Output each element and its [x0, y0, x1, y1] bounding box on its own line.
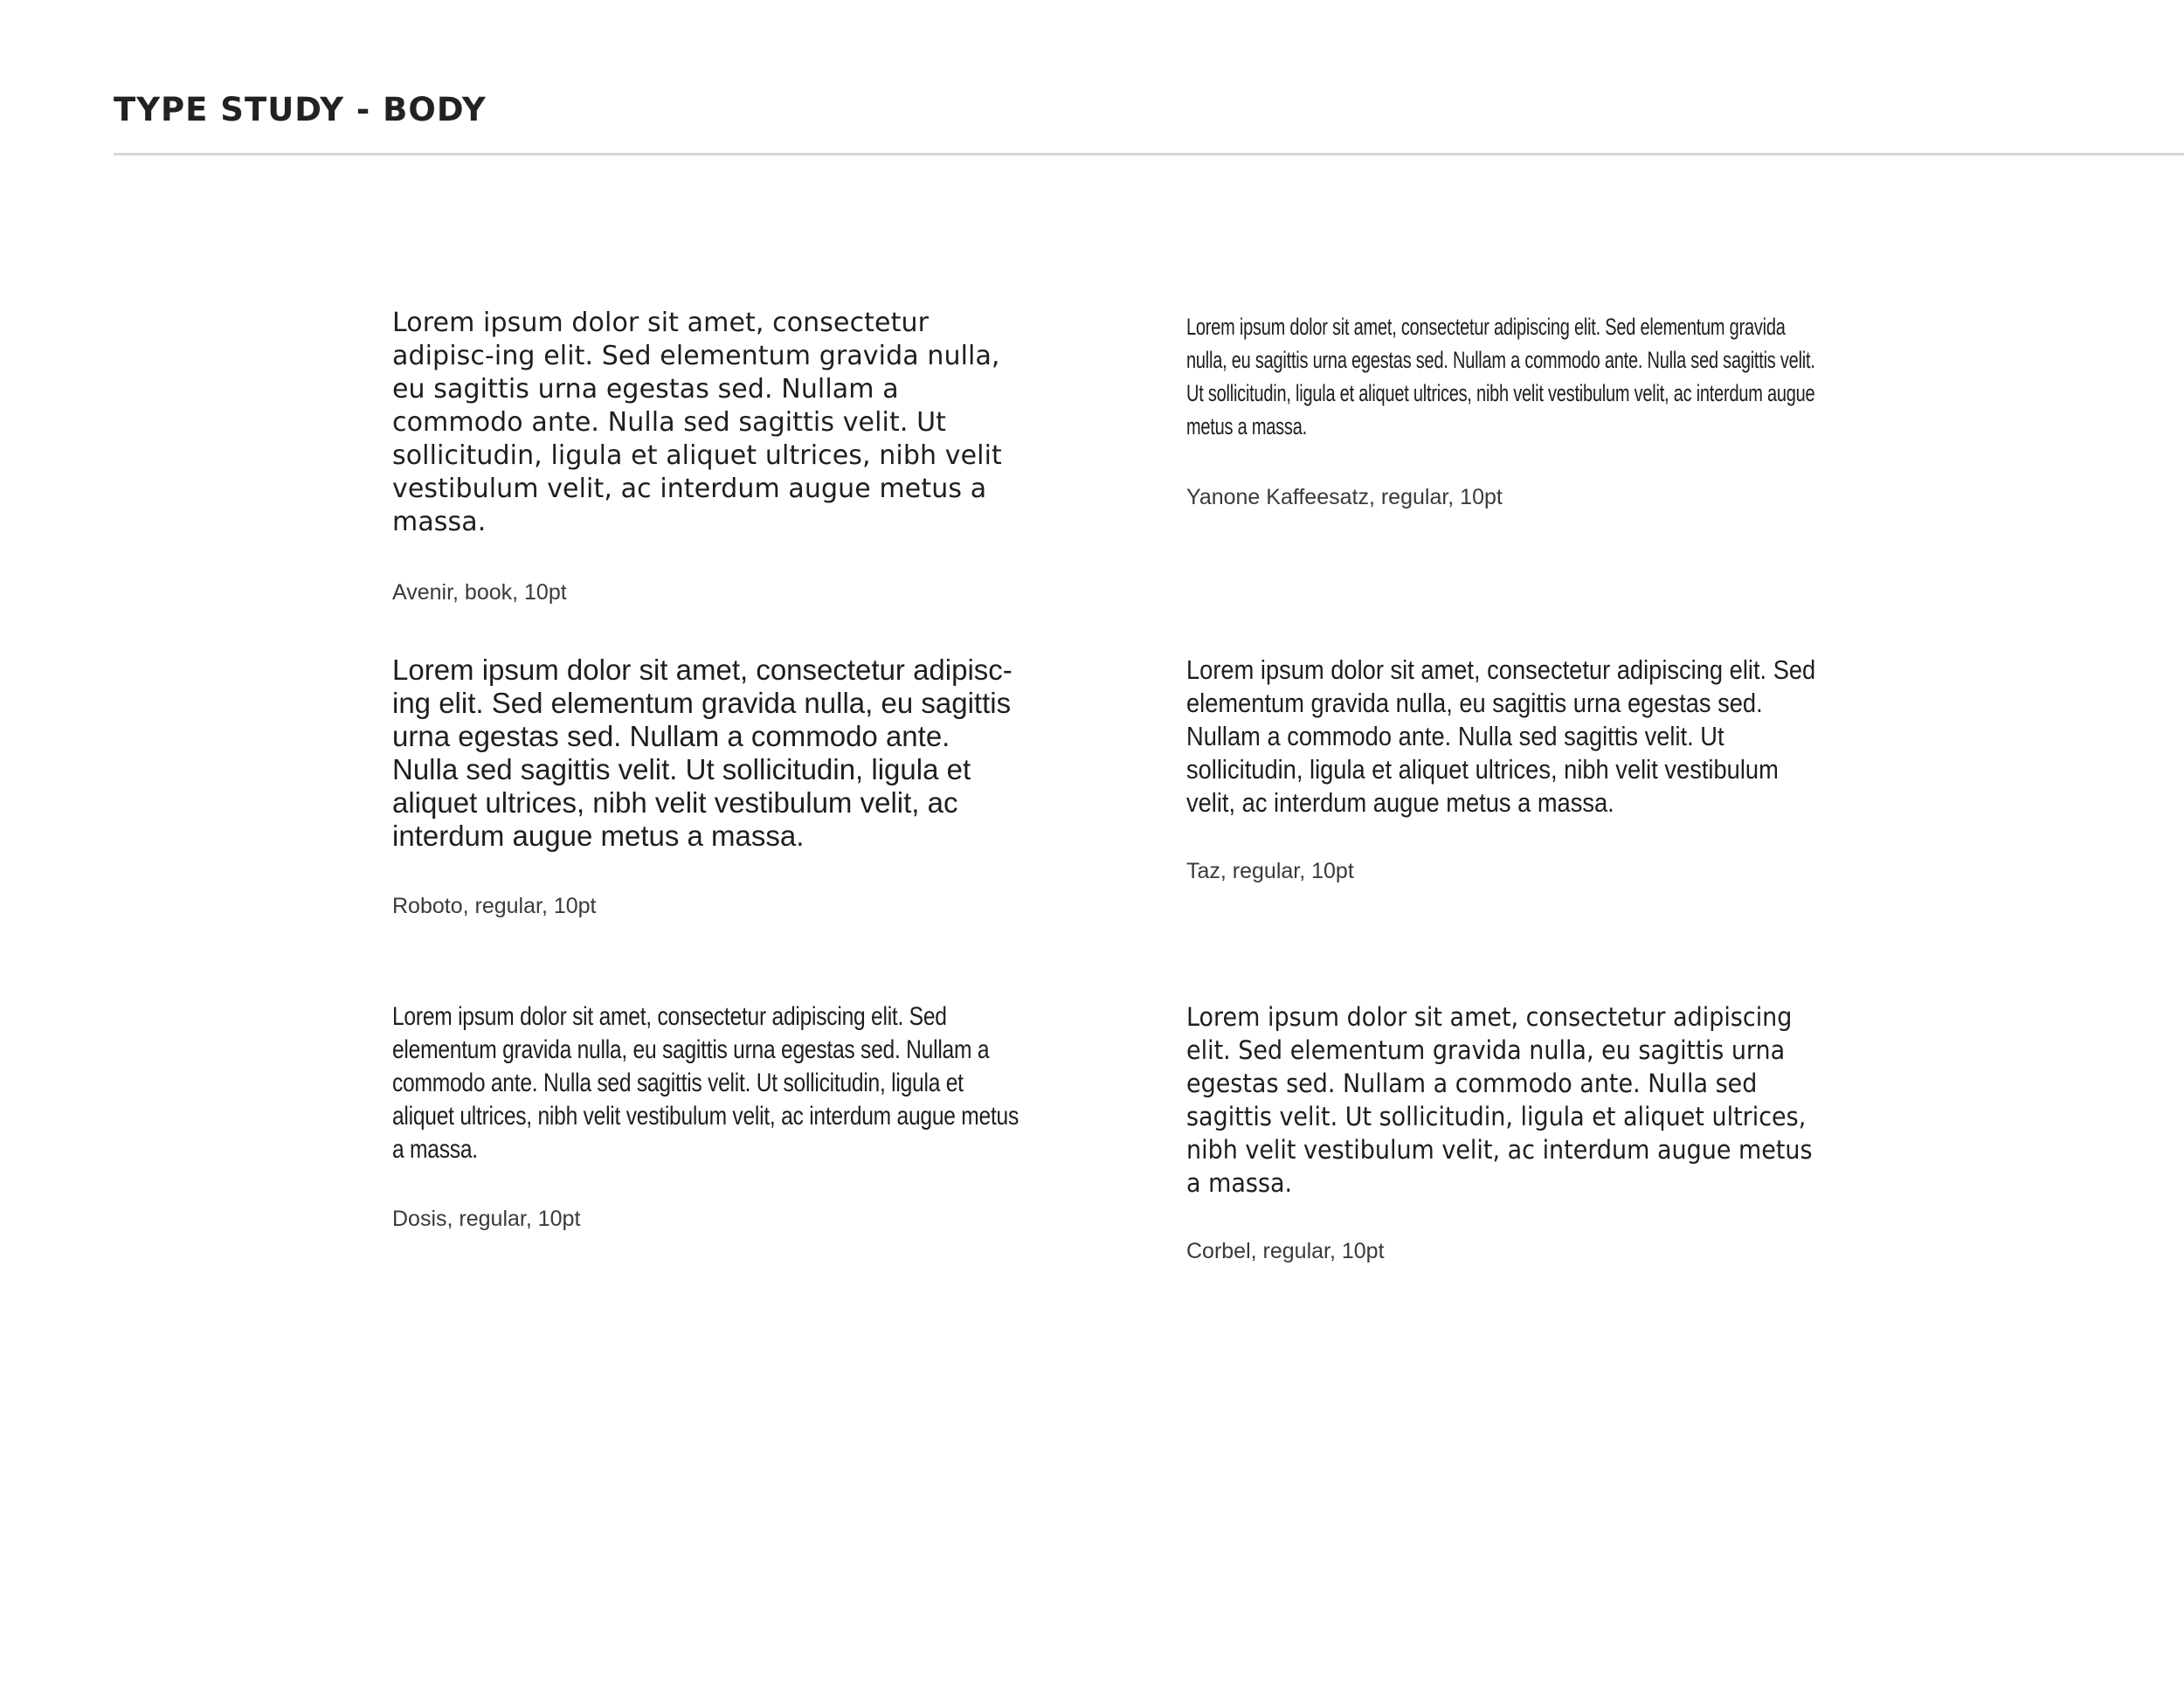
sample-caption: Roboto, regular, 10pt — [392, 894, 597, 918]
type-sample-corbel — [1186, 1000, 1824, 1264]
type-sample-yanone-kaffeesatz — [1186, 310, 1824, 510]
type-sample-avenir — [392, 307, 1021, 605]
type-sample-taz — [1186, 654, 1824, 884]
sample-caption: Taz, regular, 10pt — [1186, 859, 1354, 883]
sample-body-text: Lorem ipsum dolor sit amet, consectetur adipisc-ing elit. Sed elementum gravida nulla, eu sagittis urna egestas sed. Nullam a commodo ante. Nulla sed sagittis velit. Ut sollicitudin, ligula et aliquet ultrices, nibh velit vestibulum velit, ac interdum augue metus a massa. — [392, 308, 1002, 537]
sample-caption: Dosis, regular, 10pt — [392, 1207, 581, 1231]
title-divider — [114, 153, 2184, 156]
page-title: TYPE STUDY - BODY — [114, 91, 487, 128]
sample-caption: Avenir, book, 10pt — [392, 580, 567, 605]
type-sample-roboto — [392, 654, 1021, 919]
sample-caption: Yanone Kaffeesatz, regular, 10pt — [1186, 485, 1503, 509]
sample-body-text: Lorem ipsum dolor sit amet, consectetur adipiscing elit. Sed elementum gravida nulla, eu sagittis urna egestas sed. Nullam a commodo ante. Nulla sed sagittis velit. Ut sollicitudin, ligula et aliquet ultrices, nibh velit vestibulum velit, ac interdum augue metus a massa. — [392, 1002, 1019, 1164]
sample-caption: Corbel, regular, 10pt — [1186, 1239, 1385, 1263]
sample-body-text: Lorem ipsum dolor sit amet, consectetur adipisc-ing elit. Sed elementum gravida nulla, eu sagittis urna egestas sed. Nullam a commodo ante. Nulla sed sagittis velit. Ut sollicitudin, ligula et aliquet ultrices, nibh velit vestibulum velit, ac interdum augue metus a massa. — [392, 654, 1013, 852]
type-sample-dosis — [392, 1000, 1021, 1232]
sample-body-text: Lorem ipsum dolor sit amet, consectetur adipiscing elit. Sed elementum gravida nulla, eu sagittis urna egestas sed. Nullam a commodo ante. Nulla sed sagittis velit. Ut sollicitudin, ligula et aliquet ultrices, nibh velit vestibulum velit, ac interdum augue metus a massa. — [1186, 654, 1816, 818]
sample-body-text: Lorem ipsum dolor sit amet, consectetur adipiscing elit. Sed elementum gravida nulla, eu sagittis urna egestas sed. Nullam a commodo ante. Nulla sed sagittis velit. Ut sollicitudin, ligula et aliquet ultrices, nibh velit vestibulum velit, ac interdum augue metus a massa. — [1186, 1002, 1813, 1198]
sample-body-text: Lorem ipsum dolor sit amet, consectetur adipiscing elit. Sed elementum gravida nulla, eu sagittis urna egestas sed. Nullam a commodo ante. Nulla sed sagittis velit. Ut sollicitudin, ligula et aliquet ultrices, nibh velit vestibulum velit, ac interdum augue metus a massa. — [1186, 314, 1815, 439]
